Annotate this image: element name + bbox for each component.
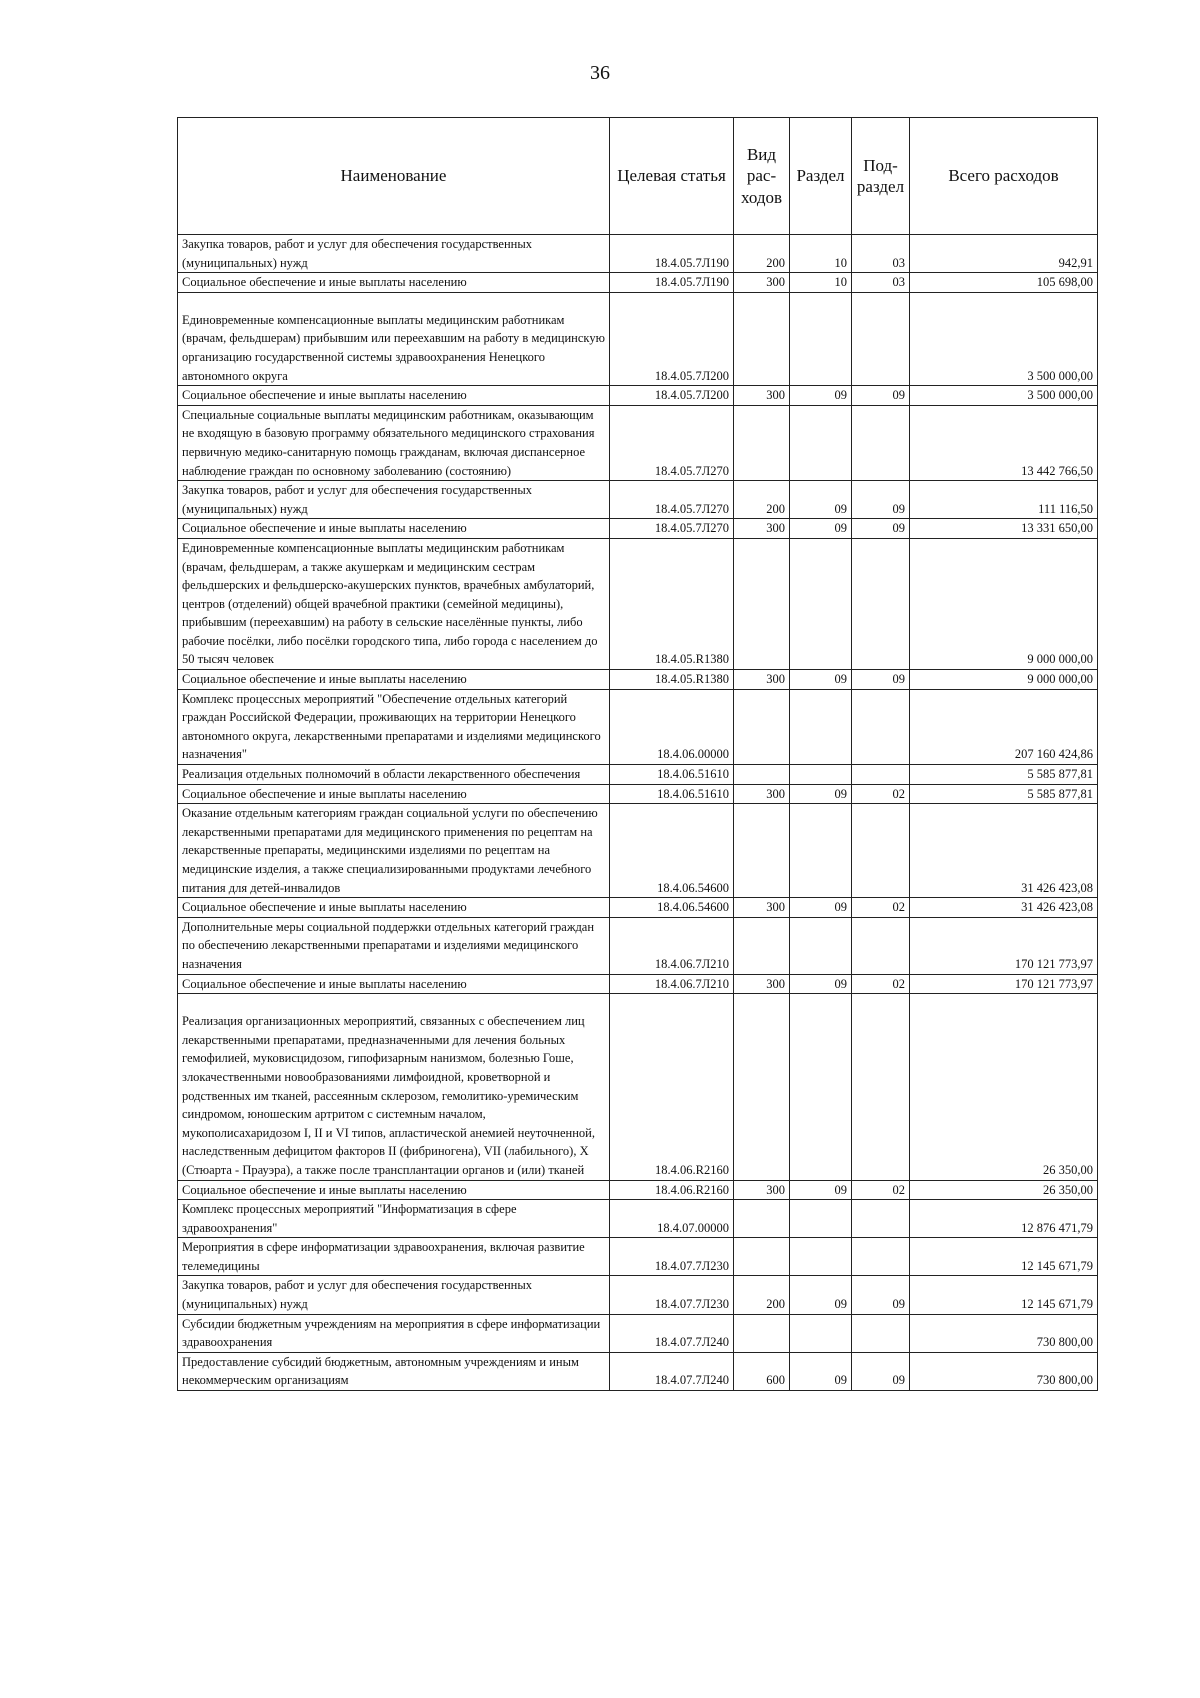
cell-section	[790, 1314, 852, 1352]
cell-name: Комплекс процессных мероприятий "Информатизация в сфере здравоохранения"	[178, 1200, 610, 1238]
table-header-row	[178, 118, 1098, 235]
cell-type: 300	[734, 974, 790, 994]
cell-total: 105 698,00	[910, 273, 1098, 293]
cell-subsection	[852, 538, 910, 669]
header-code: Целевая статья	[610, 118, 734, 235]
table-row	[178, 235, 1098, 273]
cell-type	[734, 804, 790, 898]
cell-total: 170 121 773,97	[910, 974, 1098, 994]
table-row	[178, 405, 1098, 480]
cell-section: 09	[790, 784, 852, 804]
cell-section: 09	[790, 898, 852, 918]
cell-name: Комплекс процессных мероприятий "Обеспечение отдельных категорий граждан Российской Федерации, проживающих на территории Ненецкого автономного округа, лекарственными препаратами и изделиями медицинского назначения"	[178, 689, 610, 764]
cell-type	[734, 405, 790, 480]
cell-total: 9 000 000,00	[910, 538, 1098, 669]
table-row	[178, 689, 1098, 764]
cell-type	[734, 1200, 790, 1238]
cell-type: 300	[734, 519, 790, 539]
cell-section	[790, 405, 852, 480]
cell-name: Оказание отдельным категориям граждан социальной услуги по обеспечению лекарственными препаратами для медицинского применения по рецептам на лекарственные препараты, медицинскими изделиями по рецептам на медицинские изделия, а также специализированными продуктами лечебного питания для детей-инвалидов	[178, 804, 610, 898]
cell-subsection	[852, 994, 910, 1180]
table-row	[178, 1238, 1098, 1276]
table-row	[178, 1314, 1098, 1352]
cell-name: Социальное обеспечение и иные выплаты населению	[178, 386, 610, 406]
cell-subsection: 09	[852, 670, 910, 690]
cell-total: 5 585 877,81	[910, 765, 1098, 785]
cell-section: 09	[790, 481, 852, 519]
cell-code: 18.4.05.7Л190	[610, 235, 734, 273]
cell-code: 18.4.06.7Л210	[610, 974, 734, 994]
cell-code: 18.4.07.7Л240	[610, 1352, 734, 1390]
cell-code: 18.4.06.54600	[610, 898, 734, 918]
cell-type: 300	[734, 670, 790, 690]
cell-code: 18.4.06.R2160	[610, 1180, 734, 1200]
cell-code: 18.4.05.R1380	[610, 670, 734, 690]
cell-subsection: 02	[852, 974, 910, 994]
header-section: Раздел	[790, 118, 852, 235]
cell-code: 18.4.07.00000	[610, 1200, 734, 1238]
cell-code: 18.4.05.7Л200	[610, 292, 734, 385]
cell-section: 10	[790, 273, 852, 293]
cell-code: 18.4.05.7Л270	[610, 405, 734, 480]
cell-total: 13 442 766,50	[910, 405, 1098, 480]
cell-subsection	[852, 1314, 910, 1352]
cell-name: Социальное обеспечение и иные выплаты населению	[178, 898, 610, 918]
cell-section	[790, 689, 852, 764]
cell-name: Социальное обеспечение и иные выплаты населению	[178, 273, 610, 293]
table-row	[178, 784, 1098, 804]
table-row	[178, 898, 1098, 918]
cell-code: 18.4.05.7Л200	[610, 386, 734, 406]
header-subsection: Под-раздел	[852, 118, 910, 235]
cell-name: Социальное обеспечение и иные выплаты населению	[178, 974, 610, 994]
cell-subsection: 02	[852, 784, 910, 804]
table-row	[178, 481, 1098, 519]
table-row	[178, 917, 1098, 974]
cell-subsection	[852, 917, 910, 974]
cell-subsection	[852, 804, 910, 898]
cell-section	[790, 765, 852, 785]
table-row	[178, 386, 1098, 406]
cell-type: 600	[734, 1352, 790, 1390]
cell-total: 31 426 423,08	[910, 804, 1098, 898]
table-row	[178, 1352, 1098, 1390]
cell-section: 09	[790, 1180, 852, 1200]
cell-section	[790, 994, 852, 1180]
cell-name: Мероприятия в сфере информатизации здравоохранения, включая развитие телемедицины	[178, 1238, 610, 1276]
cell-code: 18.4.07.7Л230	[610, 1238, 734, 1276]
table-body	[178, 235, 1098, 1391]
cell-total: 12 145 671,79	[910, 1238, 1098, 1276]
cell-name: Единовременные компенсационные выплаты медицинским работникам (врачам, фельдшерам) прибывшим или переехавшим на работу в медицинскую организацию государственной системы здравоохранения Ненецкого автономного округа	[178, 292, 610, 385]
cell-subsection: 09	[852, 1352, 910, 1390]
cell-name: Реализация отдельных полномочий в области лекарственного обеспечения	[178, 765, 610, 785]
cell-type	[734, 292, 790, 385]
cell-total: 13 331 650,00	[910, 519, 1098, 539]
page-number: 36	[590, 62, 610, 84]
cell-type: 300	[734, 1180, 790, 1200]
cell-code: 18.4.06.54600	[610, 804, 734, 898]
header-total: Всего расходов	[910, 118, 1098, 235]
cell-name: Единовременные компенсационные выплаты медицинским работникам (врачам, фельдшерам, а также акушеркам и медицинским сестрам фельдшерских и фельдшерско-акушерских пунктов, врачебных амбулаторий, центров (отделений) общей врачебной практики (семейной медицины), прибывшим (переехавшим) на работу в сельские населённые пункты, либо рабочие посёлки, либо посёлки городского типа, либо города с населением до 50 тысяч человек	[178, 538, 610, 669]
cell-name: Специальные социальные выплаты медицинским работникам, оказывающим не входящую в базовую программу обязательного медицинского страхования первичную медико-санитарную помощь гражданам, включая диспансерное наблюдение граждан по основному заболеванию (состоянию)	[178, 405, 610, 480]
cell-section	[790, 804, 852, 898]
cell-subsection: 09	[852, 1276, 910, 1314]
table-row	[178, 765, 1098, 785]
cell-subsection: 02	[852, 898, 910, 918]
cell-total: 3 500 000,00	[910, 292, 1098, 385]
cell-code: 18.4.05.7Л270	[610, 519, 734, 539]
cell-name: Закупка товаров, работ и услуг для обеспечения государственных (муниципальных) нужд	[178, 481, 610, 519]
table-row	[178, 292, 1098, 385]
cell-section: 09	[790, 1352, 852, 1390]
cell-type: 300	[734, 386, 790, 406]
cell-subsection: 03	[852, 273, 910, 293]
cell-subsection	[852, 689, 910, 764]
cell-code: 18.4.06.00000	[610, 689, 734, 764]
cell-total: 207 160 424,86	[910, 689, 1098, 764]
cell-name: Реализация организационных мероприятий, связанных с обеспечением лиц лекарственными препаратами, предназначенными для лечения больных гемофилией, муковисцидозом, гипофизарным нанизмом, болезнью Гоше, злокачественными новообразованиями лимфоидной, кроветворной и родственных им тканей, рассеянным склерозом, гемолитико-уремическим синдромом, юношеским артритом с системным началом, мукополисахаридозом I, II и VI типов, апластической анемией неуточненной, наследственным дефицитом факторов II (фибриногена), VII (лабильного), X (Стюарта - Прауэра), а также после трансплантации органов и (или) тканей	[178, 994, 610, 1180]
cell-subsection	[852, 292, 910, 385]
cell-code: 18.4.05.7Л270	[610, 481, 734, 519]
cell-section	[790, 538, 852, 669]
cell-subsection	[852, 1238, 910, 1276]
cell-code: 18.4.07.7Л230	[610, 1276, 734, 1314]
cell-section	[790, 917, 852, 974]
cell-name: Закупка товаров, работ и услуг для обеспечения государственных (муниципальных) нужд	[178, 1276, 610, 1314]
table-row	[178, 273, 1098, 293]
cell-name: Предоставление субсидий бюджетным, автономным учреждениям и иным некоммерческим организациям	[178, 1352, 610, 1390]
cell-section	[790, 1238, 852, 1276]
table-row	[178, 519, 1098, 539]
cell-total: 12 145 671,79	[910, 1276, 1098, 1314]
cell-name: Социальное обеспечение и иные выплаты населению	[178, 519, 610, 539]
header-type: Вид рас-ходов	[734, 118, 790, 235]
cell-name: Дополнительные меры социальной поддержки отдельных категорий граждан по обеспечению лекарственными препаратами и изделиями медицинского назначения	[178, 917, 610, 974]
cell-type	[734, 689, 790, 764]
cell-subsection: 03	[852, 235, 910, 273]
cell-type: 300	[734, 898, 790, 918]
cell-code: 18.4.06.R2160	[610, 994, 734, 1180]
cell-total: 730 800,00	[910, 1314, 1098, 1352]
cell-total: 26 350,00	[910, 1180, 1098, 1200]
cell-code: 18.4.06.51610	[610, 784, 734, 804]
cell-code: 18.4.06.7Л210	[610, 917, 734, 974]
table-row	[178, 1200, 1098, 1238]
cell-name: Социальное обеспечение и иные выплаты населению	[178, 784, 610, 804]
cell-type: 300	[734, 273, 790, 293]
table-row	[178, 538, 1098, 669]
cell-type	[734, 994, 790, 1180]
cell-type	[734, 538, 790, 669]
cell-section	[790, 292, 852, 385]
cell-type	[734, 765, 790, 785]
cell-subsection	[852, 1200, 910, 1238]
header-name: Наименование	[178, 118, 610, 235]
cell-total: 31 426 423,08	[910, 898, 1098, 918]
cell-type: 200	[734, 1276, 790, 1314]
cell-total: 9 000 000,00	[910, 670, 1098, 690]
cell-total: 5 585 877,81	[910, 784, 1098, 804]
cell-type	[734, 1314, 790, 1352]
cell-code: 18.4.07.7Л240	[610, 1314, 734, 1352]
cell-subsection	[852, 765, 910, 785]
cell-section: 09	[790, 386, 852, 406]
cell-name: Социальное обеспечение и иные выплаты населению	[178, 1180, 610, 1200]
cell-type: 300	[734, 784, 790, 804]
cell-total: 3 500 000,00	[910, 386, 1098, 406]
cell-section: 09	[790, 974, 852, 994]
cell-section	[790, 1200, 852, 1238]
cell-code: 18.4.05.7Л190	[610, 273, 734, 293]
table-row	[178, 994, 1098, 1180]
cell-type: 200	[734, 481, 790, 519]
cell-section: 09	[790, 670, 852, 690]
cell-total: 26 350,00	[910, 994, 1098, 1180]
cell-subsection: 09	[852, 481, 910, 519]
cell-name: Закупка товаров, работ и услуг для обеспечения государственных (муниципальных) нужд	[178, 235, 610, 273]
cell-type	[734, 1238, 790, 1276]
cell-name: Субсидии бюджетным учреждениям на мероприятия в сфере информатизации здравоохранения	[178, 1314, 610, 1352]
cell-total: 942,91	[910, 235, 1098, 273]
table-row	[178, 804, 1098, 898]
cell-type	[734, 917, 790, 974]
cell-name: Социальное обеспечение и иные выплаты населению	[178, 670, 610, 690]
cell-section: 09	[790, 519, 852, 539]
cell-subsection: 09	[852, 519, 910, 539]
cell-type: 200	[734, 235, 790, 273]
table-row	[178, 1180, 1098, 1200]
budget-table	[177, 117, 1098, 1391]
cell-total: 12 876 471,79	[910, 1200, 1098, 1238]
cell-total: 730 800,00	[910, 1352, 1098, 1390]
cell-subsection: 02	[852, 1180, 910, 1200]
table-row	[178, 670, 1098, 690]
cell-subsection	[852, 405, 910, 480]
cell-total: 170 121 773,97	[910, 917, 1098, 974]
cell-code: 18.4.05.R1380	[610, 538, 734, 669]
cell-subsection: 09	[852, 386, 910, 406]
table-row	[178, 1276, 1098, 1314]
cell-code: 18.4.06.51610	[610, 765, 734, 785]
table-row	[178, 974, 1098, 994]
cell-section: 09	[790, 1276, 852, 1314]
cell-section: 10	[790, 235, 852, 273]
cell-total: 111 116,50	[910, 481, 1098, 519]
